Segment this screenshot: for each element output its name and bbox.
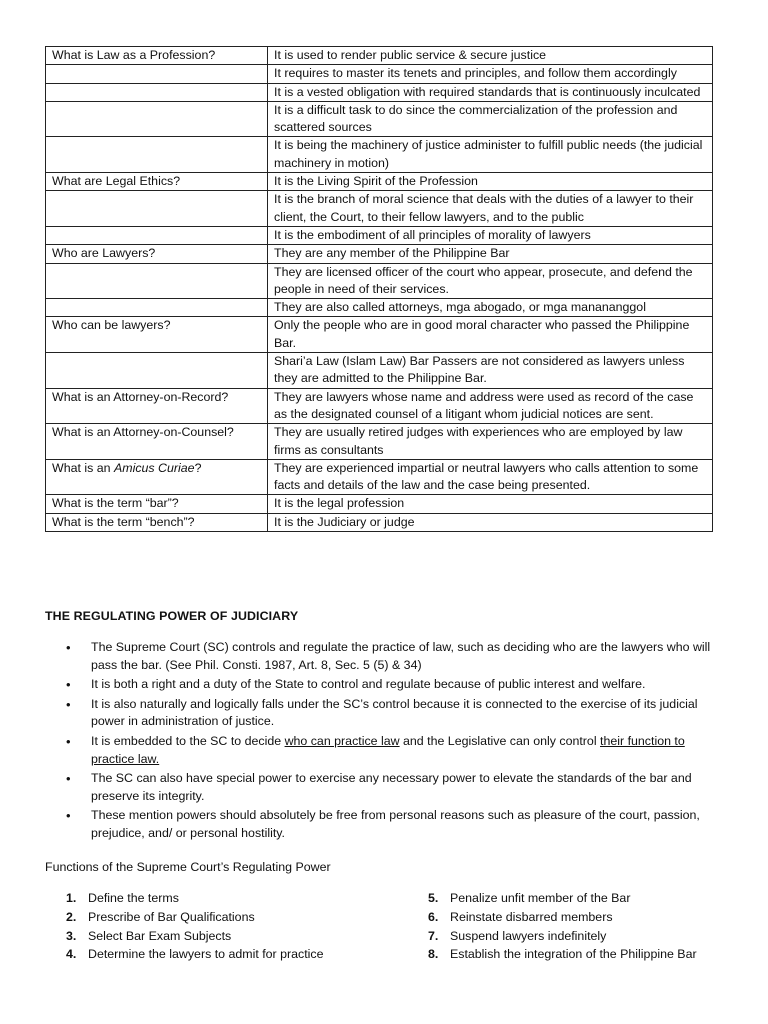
list-item [424,927,697,946]
list-item: • The Supreme Court (SC) controls and regulate the practice of law, such as deciding who are the lawyers who will pass the bar. (See Phil. Consti. 1987, Art. 8, Sec. 5 (5) & 34) [45,639,725,674]
answer-cell: They are licensed officer of the court who appear, prosecute, and defend the people in need of their services. [268,263,713,299]
list-item [62,908,324,927]
answer-cell: It is used to render public service & secure justice [268,47,713,65]
table-row [46,495,713,513]
item-number: 5. [428,891,439,905]
list-item: • It is also naturally and logically falls under the SC’s control because it is connected to the exercise of its judicial power in administration of justice. [45,696,725,731]
table-row [46,47,713,65]
list-item [424,945,697,964]
table-row [46,137,713,173]
question-cell [46,65,268,83]
table-row [46,317,713,353]
answer-cell: Only the people who are in good moral character who passed the Philippine Bar. [268,317,713,353]
item-text: Prescribe of Bar Qualifications [88,909,255,924]
item-number: 7. [428,928,439,943]
functions-title: Functions of the Supreme Court’s Regulating Power [45,860,331,874]
functions-right-column [424,889,697,964]
question-cell [46,83,268,101]
item-text: Establish the integration of the Philippine Bar [450,947,697,962]
item-text: Define the terms [88,891,179,905]
item-number: 1. [66,891,77,905]
answer-cell: It is a vested obligation with required standards that is continuously inculcated [268,83,713,101]
answer-cell: They are lawyers whose name and address were used as record of the case as the designated counsel of a litigant whom judicial notices are sent. [268,388,713,424]
question-cell [46,459,268,495]
table-row [46,245,713,263]
item-number: 2. [66,909,77,924]
amicus-suffix: ? [194,460,202,475]
answer-cell: They are usually retired judges with experiences who are employed by law firms as consultants [268,424,713,460]
table-row [46,424,713,460]
list-item: • It is both a right and a duty of the State to control and regulate because of public interest and welfare. [45,676,725,694]
question-cell [46,226,268,244]
table-row [46,513,713,531]
question-cell [46,263,268,299]
question-cell: Who are Lawyers? [46,245,268,263]
list-item [424,889,697,908]
question-cell [46,353,268,389]
answer-cell: It is the Living Spirit of the Profession [268,173,713,191]
bullet-list [45,639,725,845]
answer-cell: It is the embodiment of all principles of morality of lawyers [268,226,713,244]
question-cell [46,191,268,227]
item-number: 3. [66,928,77,943]
item-text: Penalize unfit member of the Bar [450,891,631,905]
answer-cell: It is being the machinery of justice administer to fulfill public needs (the judicial machinery in motion) [268,137,713,173]
item-text: Reinstate disbarred members [450,909,613,924]
table-row [46,101,713,137]
table-row [46,388,713,424]
answer-cell: They are any member of the Philippine Bar [268,245,713,263]
table-row [46,263,713,299]
table-row [46,173,713,191]
question-cell: What is the term “bar”? [46,495,268,513]
section-heading: THE REGULATING POWER OF JUDICIARY [45,609,299,623]
table-row [46,226,713,244]
question-cell: What is an Attorney-on-Counsel? [46,424,268,460]
underlined-text: who can practice law [284,734,400,749]
list-item [45,733,725,768]
question-cell: What is an Attorney-on-Record? [46,388,268,424]
table-row [46,353,713,389]
list-item [424,908,697,927]
answer-cell: It is the legal profession [268,495,713,513]
table-row [46,191,713,227]
answer-cell: It is the Judiciary or judge [268,513,713,531]
answer-cell: It is a difficult task to do since the commercialization of the profession and scattered sources [268,101,713,137]
list-item [62,945,324,964]
bullet-text: It is embedded to the SC to decide [91,734,285,749]
list-item [62,889,324,908]
question-cell: Who can be lawyers? [46,317,268,353]
table-row [46,459,713,495]
item-number: 6. [428,909,439,924]
table-row [46,65,713,83]
list-item: • The SC can also have special power to exercise any necessary power to elevate the standards of the bar and preserve its integrity. [45,770,725,805]
underlined-text: their function to practice law. [91,734,685,766]
amicus-prefix: What is an [52,460,114,475]
item-text: Suspend lawyers indefinitely [450,928,607,943]
item-number: 4. [66,947,77,962]
table-row [46,83,713,101]
question-cell: What is Law as a Profession? [46,47,268,65]
question-cell [46,137,268,173]
list-item [62,927,324,946]
question-cell [46,299,268,317]
answer-cell: They are experienced impartial or neutral lawyers who calls attention to some facts and details of the law and the case being presented. [268,459,713,495]
answer-cell: They are also called attorneys, mga abogado, or mga manananggol [268,299,713,317]
table-row [46,299,713,317]
item-number: 8. [428,947,439,962]
question-cell: What is the term “bench”? [46,513,268,531]
amicus-italic: Amicus Curiae [113,460,195,475]
item-text: Select Bar Exam Subjects [88,928,232,943]
functions-left-column [62,889,324,964]
item-text: Determine the lawyers to admit for practice [88,947,324,962]
question-cell [46,101,268,137]
answer-cell: Shari’a Law (Islam Law) Bar Passers are not considered as lawyers unless they are admitted to the Philippine Bar. [268,353,713,389]
qa-table [45,46,713,532]
bullet-text: and the Legislative can only control [399,734,601,749]
answer-cell: It requires to master its tenets and principles, and follow them accordingly [268,65,713,83]
question-cell: What are Legal Ethics? [46,173,268,191]
list-item: • These mention powers should absolutely be free from personal reasons such as pleasure of the court, passion, prejudice, and/ or personal hostility. [45,807,725,842]
answer-cell: It is the branch of moral science that deals with the duties of a lawyer to their client, the Court, to their fellow lawyers, and to the public [268,191,713,227]
